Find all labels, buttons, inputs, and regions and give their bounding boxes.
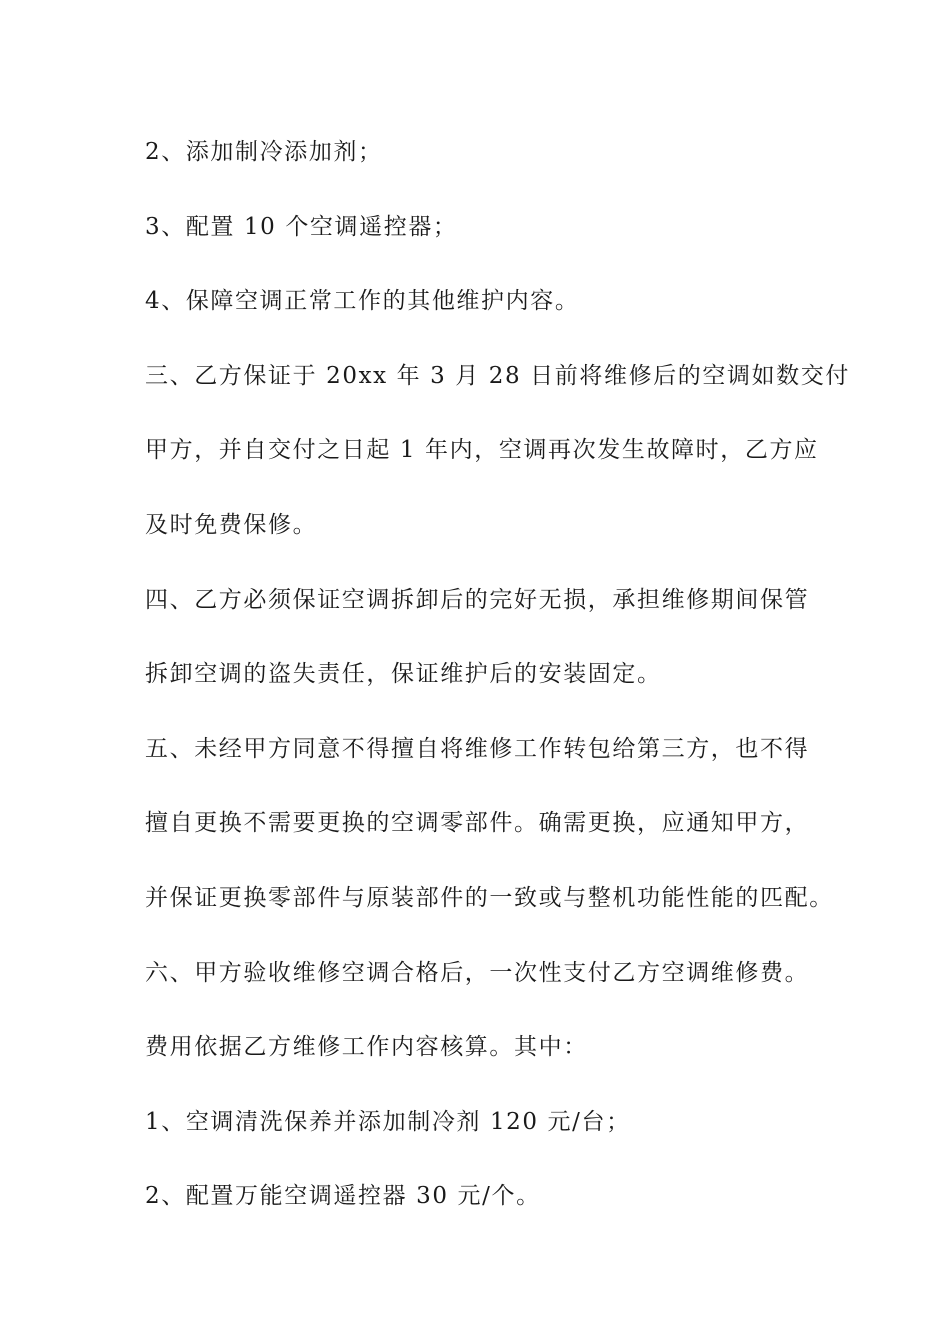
text-line: 六、甲方验收维修空调合格后，一次性支付乙方空调维修费。 bbox=[145, 960, 810, 986]
text-line: 4、保障空调正常工作的其他维护内容。 bbox=[145, 288, 580, 314]
text-line: 三、乙方保证于 20xx 年 3 月 28 日前将维修后的空调如数交付 bbox=[145, 363, 850, 389]
text-line: 3、配置 10 个空调遥控器； bbox=[145, 214, 458, 240]
text-line: 2、添加制冷添加剂； bbox=[145, 139, 383, 165]
text-line: 1、空调清洗保养并添加制冷剂 120 元/台； bbox=[145, 1109, 631, 1135]
text-line: 费用依据乙方维修工作内容核算。其中： bbox=[145, 1034, 588, 1060]
text-line: 并保证更换零部件与原装部件的一致或与整机功能性能的匹配。 bbox=[145, 885, 834, 911]
text-line: 2、配置万能空调遥控器 30 元/个。 bbox=[145, 1183, 541, 1209]
text-line: 五、未经甲方同意不得擅自将维修工作转包给第三方，也不得 bbox=[145, 736, 810, 762]
text-line: 拆卸空调的盗失责任，保证维护后的安装固定。 bbox=[145, 661, 662, 687]
text-line: 甲方，并自交付之日起 1 年内，空调再次发生故障时，乙方应 bbox=[145, 437, 819, 463]
text-line: 擅自更换不需要更换的空调零部件。确需更换，应通知甲方， bbox=[145, 810, 810, 836]
text-line: 四、乙方必须保证空调拆卸后的完好无损，承担维修期间保管 bbox=[145, 587, 810, 613]
text-line: 及时免费保修。 bbox=[145, 512, 318, 538]
